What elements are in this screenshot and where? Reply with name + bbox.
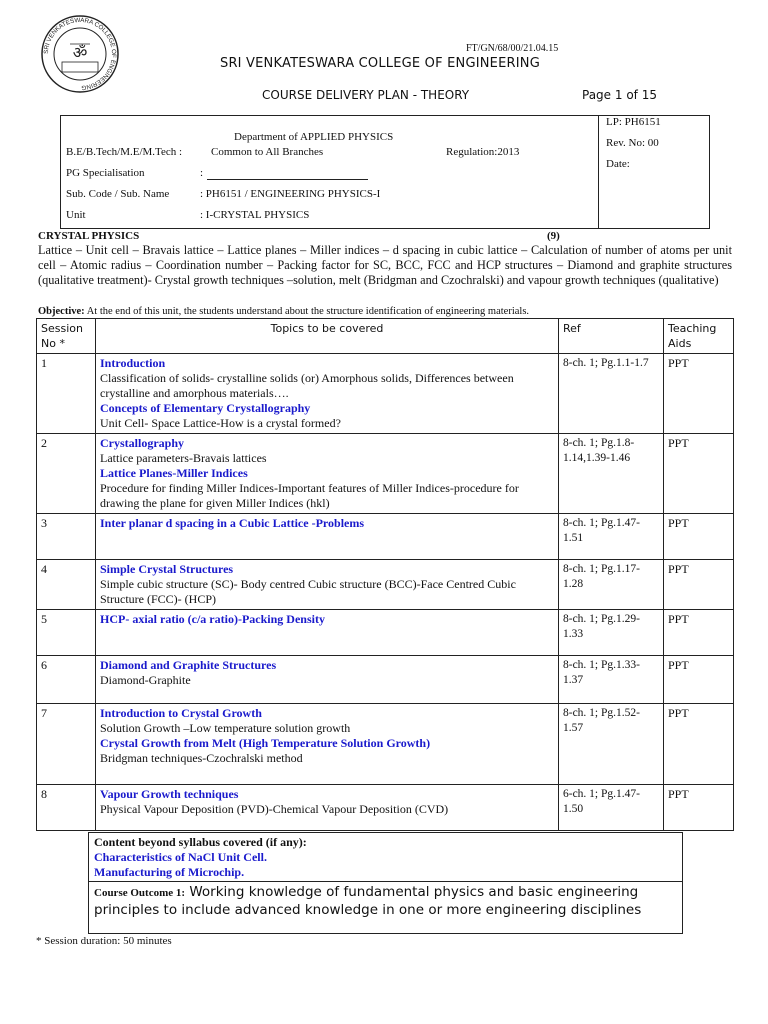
reference: 6-ch. 1; Pg.1.47-1.50 [559, 785, 664, 831]
topic-detail: Classification of solids- crystalline solids (or) Amorphous solids, Differences between crystalline and amorphous materials…. [100, 371, 514, 400]
topics-cell [96, 560, 559, 610]
topic-detail: Solution Growth –Low temperature solution growth [100, 721, 351, 735]
session-number: 6 [37, 656, 96, 704]
table-row [37, 560, 734, 610]
topic-heading: Concepts of Elementary Crystallography [100, 401, 311, 415]
topic-heading: HCP- axial ratio (c/a ratio)-Packing Density [100, 612, 325, 626]
unit-heading: CRYSTAL PHYSICS [38, 230, 140, 242]
course-outcome [94, 884, 679, 919]
session-number: 4 [37, 560, 96, 610]
pg-specialisation-label: PG Specialisation [66, 167, 145, 179]
topic-heading: Crystallography [100, 436, 184, 450]
topic-heading: Diamond and Graphite Structures [100, 658, 277, 672]
teaching-aids: PPT [664, 610, 734, 656]
reference: 8-ch. 1; Pg.1.33-1.37 [559, 656, 664, 704]
unit-label: Unit [66, 209, 86, 221]
subject-label: Sub. Code / Sub. Name [66, 188, 170, 200]
programme-value: Common to All Branches [211, 146, 324, 158]
objective-text: At the end of this unit, the students understand about the structure identification of engineering materials. [84, 306, 530, 317]
session-number: 1 [37, 354, 96, 434]
pg-specialisation-value: : [200, 167, 204, 179]
session-number: 2 [37, 434, 96, 514]
table-row [37, 785, 734, 831]
svg-text:ॐ: ॐ [72, 43, 88, 62]
document-code: FT/GN/68/00/21.04.15 [466, 43, 559, 54]
content-beyond-title: Content beyond syllabus covered (if any): [94, 835, 307, 849]
teaching-aids: PPT [664, 785, 734, 831]
svg-text:SRI VENKATESWARA COLLEGE OF EN: SRI VENKATESWARA COLLEGE OF ENGINEERING [42, 16, 118, 92]
table-row [37, 704, 734, 785]
lp-code: LP: PH6151 [606, 116, 661, 128]
teaching-aids: PPT [664, 514, 734, 560]
topics-cell [96, 354, 559, 434]
topic-heading: Inter planar d spacing in a Cubic Lattice -Problems [100, 516, 365, 530]
table-row [37, 514, 734, 560]
revision-number: Rev. No: 00 [606, 137, 659, 149]
reference: 8-ch. 1; Pg.1.47-1.51 [559, 514, 664, 560]
teaching-aids: PPT [664, 354, 734, 434]
content-beyond-divider [88, 881, 683, 882]
info-box-divider [598, 115, 599, 229]
plan-title: COURSE DELIVERY PLAN - THEORY [262, 88, 470, 102]
topics-cell [96, 656, 559, 704]
unit-value: : I-CRYSTAL PHYSICS [200, 209, 310, 221]
session-duration-note: * Session duration: 50 minutes [36, 935, 172, 947]
topic-detail: Procedure for finding Miller Indices-Important features of Miller Indices-procedure for drawing the plane for given Miller Indices (hkl) [100, 481, 519, 510]
page-number: Page 1 of 15 [582, 88, 657, 102]
session-number: 7 [37, 704, 96, 785]
course-outcome-text: Working knowledge of fundamental physics and basic engineering principles to include advanced knowledge in one or more engineering disciplines [94, 884, 642, 918]
topic-heading: Crystal Growth from Melt (High Temperature Solution Growth) [100, 736, 431, 750]
subject-value: : PH6151 / ENGINEERING PHYSICS-I [200, 188, 381, 200]
teaching-aids: PPT [664, 704, 734, 785]
topics-header: Topics to be covered [96, 319, 559, 354]
reference: 8-ch. 1; Pg.1.29-1.33 [559, 610, 664, 656]
topics-cell [96, 434, 559, 514]
table-header-row [37, 319, 734, 354]
session-number: 8 [37, 785, 96, 831]
session-number: 3 [37, 514, 96, 560]
topic-detail: Lattice parameters-Bravais lattices [100, 451, 267, 465]
content-beyond-item: Manufacturing of Microchip. [94, 865, 245, 879]
ref-header: Ref [559, 319, 664, 354]
topics-cell [96, 514, 559, 560]
topics-cell [96, 785, 559, 831]
syllabus-text: Lattice – Unit cell – Bravais lattice – Lattice planes – Miller indices – d spacing in cubic lattice – Calculation of number of atoms per unit cell – Atomic radius – Coordination number – Packing factor for SC, BCC, FCC and HCP structures – Diamond and graphite structures (qualitative treatment)- Crystal growth techniques –solution, melt (Bridgman and Czochralski) and vapour growth techniques (qualitative) [38, 243, 732, 287]
topics-cell [96, 610, 559, 656]
topic-detail: Simple cubic structure (SC)- Body centred Cubic structure (BCC)-Face Centred Cubic Structure (FCC)- (HCP) [100, 577, 516, 606]
topics-cell [96, 704, 559, 785]
regulation: Regulation:2013 [446, 146, 520, 158]
teaching-aids: PPT [664, 656, 734, 704]
objective-label: Objective: [38, 306, 85, 317]
table-row [37, 610, 734, 656]
reference: 8-ch. 1; Pg.1.17-1.28 [559, 560, 664, 610]
table-row [37, 434, 734, 514]
session-header: Session No * [37, 319, 96, 354]
reference: 8-ch. 1; Pg.1.52-1.57 [559, 704, 664, 785]
topic-detail: Unit Cell- Space Lattice-How is a crystal formed? [100, 416, 341, 430]
college-name: SRI VENKATESWARA COLLEGE OF ENGINEERING [220, 56, 540, 71]
session-number: 5 [37, 610, 96, 656]
reference: 8-ch. 1; Pg.1.1-1.7 [559, 354, 664, 434]
course-outcome-label: Course Outcome 1: [94, 887, 186, 899]
topic-heading: Vapour Growth techniques [100, 787, 239, 801]
programme-label: B.E/B.Tech/M.E/M.Tech : [66, 146, 183, 158]
objective [38, 306, 738, 317]
content-beyond-item: Characteristics of NaCl Unit Cell. [94, 850, 267, 864]
topic-detail: Physical Vapour Deposition (PVD)-Chemical Vapour Deposition (CVD) [100, 802, 449, 816]
table-row [37, 656, 734, 704]
topic-heading: Lattice Planes-Miller Indices [100, 466, 248, 480]
topic-heading: Introduction to Crystal Growth [100, 706, 262, 720]
table-row [37, 354, 734, 434]
unit-hours: (9) [547, 230, 560, 242]
pg-specialisation-blank-line [207, 179, 368, 180]
department: Department of APPLIED PHYSICS [234, 131, 394, 143]
college-logo [40, 14, 120, 94]
teaching-aids: PPT [664, 434, 734, 514]
reference: 8-ch. 1; Pg.1.8-1.14,1.39-1.46 [559, 434, 664, 514]
aids-header: Teaching Aids [664, 319, 734, 354]
teaching-aids: PPT [664, 560, 734, 610]
topic-detail: Diamond-Graphite [100, 673, 191, 687]
topic-heading: Simple Crystal Structures [100, 562, 234, 576]
topic-heading: Introduction [100, 356, 166, 370]
topics-table [36, 318, 734, 831]
date-label: Date: [606, 158, 630, 170]
topic-detail: Bridgman techniques-Czochralski method [100, 751, 303, 765]
